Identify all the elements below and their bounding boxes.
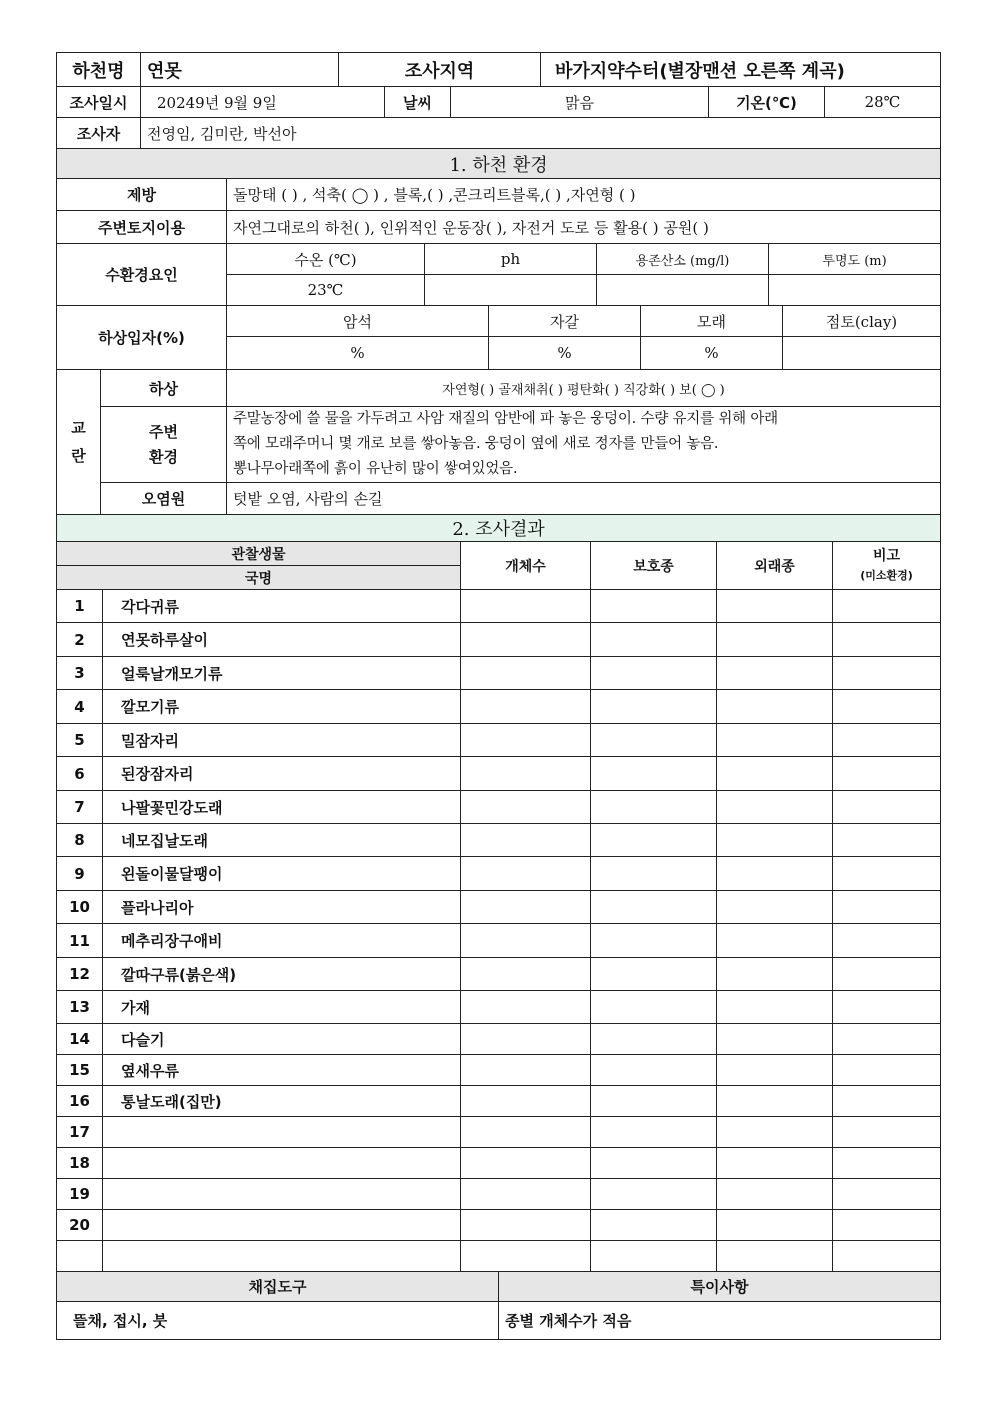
species-name: 통날도래(집만) [103,1086,461,1117]
species-row [57,791,941,824]
protected-cell [591,891,717,924]
count-cell [461,991,591,1024]
protected-cell [591,657,717,690]
invasive-cell [717,958,833,991]
species-name: 연못하루살이 [103,623,461,657]
row-number: 9 [57,857,103,891]
count-cell [461,924,591,958]
riverbed-label: 하상 [101,370,227,407]
count-cell [461,857,591,891]
temperature-label: 기온(℃) [709,87,825,118]
species-name: 가재 [103,991,461,1024]
substrate-gravel-value: % [489,337,641,370]
tools-value: 뜰채, 접시, 붓 [57,1302,499,1340]
note-cell [833,690,941,724]
embankment-label: 제방 [57,179,227,211]
note-cell [833,958,941,991]
invasive-cell [717,724,833,757]
count-cell [461,724,591,757]
water-temp-value: 23℃ [227,275,425,306]
protected-cell [591,991,717,1024]
landuse-value: 자연그대로의 하천( ), 인위적인 운동장( ), 자전거 도로 등 활용( ) 공원( ) [227,211,941,244]
species-row [57,1024,941,1055]
invasive-cell [717,1179,833,1210]
invasive-cell [717,1117,833,1148]
species-name: 플라나리아 [103,891,461,924]
count-cell [461,1117,591,1148]
count-cell [461,824,591,857]
note-header [833,542,941,590]
species-name: 깔모기류 [103,690,461,724]
dissolved-oxygen-header: 용존산소 (mg/l) [597,244,769,275]
species-row [57,690,941,724]
count-cell [461,590,591,623]
note-cell [833,1055,941,1086]
substrate-clay-header: 점토(clay) [783,306,941,337]
note-header-main: 비고 [873,547,901,564]
invasive-cell [717,690,833,724]
invasive-cell [717,1148,833,1179]
note-cell [833,791,941,824]
invasive-cell [717,891,833,924]
species-name [103,1117,461,1148]
row-number: 14 [57,1024,103,1055]
surroundings-line-1: 주말농장에 쓸 물을 가두려고 사암 재질의 암반에 파 놓은 웅덩이. 수량 유지를 위해 아래 [233,411,778,427]
species-name: 각다귀류 [103,590,461,623]
invasive-cell [717,991,833,1024]
note-header-sub: (미소환경) [860,568,913,582]
protected-header: 보호종 [591,542,717,590]
substrate-rock-value: % [227,337,489,370]
results-table [56,514,941,1272]
species-row [57,657,941,690]
invasive-cell [717,924,833,958]
species-row [57,1210,941,1241]
count-cell [461,791,591,824]
row-number: 15 [57,1055,103,1086]
footer-table [56,1271,941,1340]
survey-sheet [56,52,940,1340]
section1-table [56,148,941,306]
invasive-cell [717,757,833,791]
note-cell [833,623,941,657]
protected-cell [591,690,717,724]
protected-cell [591,924,717,958]
row-number: 5 [57,724,103,757]
species-name [103,1148,461,1179]
count-cell [461,1086,591,1117]
row-number: 18 [57,1148,103,1179]
temperature-value: 28℃ [825,87,941,118]
protected-cell [591,590,717,623]
protected-cell [591,1241,717,1272]
disturbance-label-text: 교란 [71,419,86,465]
row-number: 7 [57,791,103,824]
row-number: 2 [57,623,103,657]
invasive-cell [717,857,833,891]
count-cell [461,958,591,991]
species-row [57,590,941,623]
species-name: 얼룩날개모기류 [103,657,461,690]
surroundings-line-2: 쪽에 모래주머니 몇 개로 보를 쌓아놓음. 웅덩이 옆에 새로 정자를 만들어 놓음. [233,436,719,452]
species-name: 네모집날도래 [103,824,461,857]
transparency-header: 투명도 (m) [769,244,941,275]
count-cell [461,1179,591,1210]
count-cell [461,657,591,690]
note-cell [833,824,941,857]
note-cell [833,1241,941,1272]
species-row [57,857,941,891]
ph-header: ph [425,244,597,275]
disturbance-label [57,370,101,515]
surroundings-line-3: 뽕나무아래쪽에 흙이 유난히 많이 쌓여있었음. [233,461,518,477]
korean-name-header: 국명 [57,566,461,590]
note-cell [833,757,941,791]
protected-cell [591,1117,717,1148]
invasive-header: 외래종 [717,542,833,590]
note-cell [833,1086,941,1117]
protected-cell [591,1210,717,1241]
pollution-source-label: 오염원 [101,483,227,515]
species-row [57,924,941,958]
invasive-cell [717,1024,833,1055]
row-number: 3 [57,657,103,690]
note-cell [833,1024,941,1055]
note-cell [833,1148,941,1179]
row-number: 11 [57,924,103,958]
protected-cell [591,857,717,891]
species-name: 옆새우류 [103,1055,461,1086]
species-row [57,958,941,991]
row-number: 19 [57,1179,103,1210]
row-number: 20 [57,1210,103,1241]
species-name: 메추리장구애비 [103,924,461,958]
species-row [57,757,941,791]
species-name [103,1210,461,1241]
substrate-rock-header: 암석 [227,306,489,337]
weather-value: 맑음 [451,87,709,118]
river-name-value: 연못 [141,53,339,87]
note-cell [833,724,941,757]
protected-cell [591,623,717,657]
note-cell [833,1210,941,1241]
species-name: 밀잠자리 [103,724,461,757]
count-cell [461,1148,591,1179]
survey-area-label: 조사지역 [339,53,541,87]
substrate-sand-value: % [641,337,783,370]
invasive-cell [717,1241,833,1272]
water-factors-label: 수환경요인 [57,244,227,306]
date-value: 20249년 9월 9일 [141,87,385,118]
invasive-cell [717,657,833,690]
row-number: 16 [57,1086,103,1117]
invasive-cell [717,590,833,623]
invasive-cell [717,1210,833,1241]
protected-cell [591,791,717,824]
protected-cell [591,824,717,857]
dissolved-oxygen-value [597,275,769,306]
survey-area-value: 바가지약수터(별장맨션 오른쪽 계곡) [541,53,941,87]
header-table [56,52,941,87]
row-number: 4 [57,690,103,724]
date-table [56,86,941,118]
surveyor-table [56,117,941,149]
date-label: 조사일시 [57,87,141,118]
riverbed-value: 자연형( ) 골재채취( ) 평탄화( ) 직강화( ) 보( ◯ ) [227,370,941,407]
count-cell [461,1055,591,1086]
species-row [57,824,941,857]
invasive-cell [717,623,833,657]
species-name: 왼돌이물달팽이 [103,857,461,891]
river-name-label: 하천명 [57,53,141,87]
protected-cell [591,1055,717,1086]
row-number: 10 [57,891,103,924]
species-name: 다슬기 [103,1024,461,1055]
landuse-label: 주변토지이용 [57,211,227,244]
species-row [57,724,941,757]
protected-cell [591,958,717,991]
transparency-value [769,275,941,306]
note-cell [833,1117,941,1148]
substrate-label: 하상입자(%) [57,306,227,370]
row-number [57,1241,103,1272]
protected-cell [591,1179,717,1210]
species-name: 깔따구류(붉은색) [103,958,461,991]
note-cell [833,590,941,623]
note-cell [833,1179,941,1210]
pollution-source-value: 텃밭 오염, 사람의 손길 [227,483,941,515]
row-number: 17 [57,1117,103,1148]
weather-label: 날씨 [385,87,451,118]
species-row [57,891,941,924]
note-cell [833,891,941,924]
disturbance-table [56,369,941,515]
protected-cell [591,757,717,791]
count-cell [461,1241,591,1272]
row-number: 12 [57,958,103,991]
surveyor-label: 조사자 [57,118,141,149]
row-number: 1 [57,590,103,623]
substrate-clay-value [783,337,941,370]
count-cell [461,690,591,724]
organism-header: 관찰생물 [57,542,461,566]
note-cell [833,991,941,1024]
species-row [57,1055,941,1086]
substrate-sand-header: 모래 [641,306,783,337]
section1-title: 1. 하천 환경 [57,149,941,179]
special-notes-value: 종별 개체수가 적음 [499,1302,941,1340]
row-number: 13 [57,991,103,1024]
section2-title: 2. 조사결과 [57,515,941,542]
species-rows [57,590,941,1272]
protected-cell [591,1086,717,1117]
water-temp-header: 수온 (℃) [227,244,425,275]
ph-value [425,275,597,306]
species-name: 나팔꽃민강도래 [103,791,461,824]
special-notes-label: 특이사항 [499,1272,941,1302]
protected-cell [591,1024,717,1055]
species-name [103,1179,461,1210]
invasive-cell [717,1055,833,1086]
embankment-value: 돌망태 ( ) , 석축( ◯ ) , 블록,( ) ,콘크리트블록,( ) ,자연형 ( ) [227,179,941,211]
species-name: 된장잠자리 [103,757,461,791]
tools-label: 채집도구 [57,1272,499,1302]
note-cell [833,924,941,958]
species-name [103,1241,461,1272]
species-row [57,1148,941,1179]
substrate-table [56,305,941,370]
species-row [57,991,941,1024]
species-row [57,1179,941,1210]
surroundings-label [101,407,227,483]
surveyor-value: 전영임, 김미란, 박선아 [141,118,941,149]
count-cell [461,757,591,791]
protected-cell [591,1148,717,1179]
row-number: 6 [57,757,103,791]
note-cell [833,657,941,690]
species-row [57,1086,941,1117]
count-cell [461,1024,591,1055]
count-cell [461,623,591,657]
count-header: 개체수 [461,542,591,590]
count-cell [461,1210,591,1241]
count-cell [461,891,591,924]
species-row [57,1117,941,1148]
invasive-cell [717,1086,833,1117]
invasive-cell [717,824,833,857]
species-row [57,1241,941,1272]
surroundings-value [227,407,941,483]
note-cell [833,857,941,891]
row-number: 8 [57,824,103,857]
substrate-gravel-header: 자갈 [489,306,641,337]
surroundings-label-line2: 환경 [149,447,178,466]
surroundings-label-line1: 주변 [149,422,178,441]
species-row [57,623,941,657]
invasive-cell [717,791,833,824]
protected-cell [591,724,717,757]
